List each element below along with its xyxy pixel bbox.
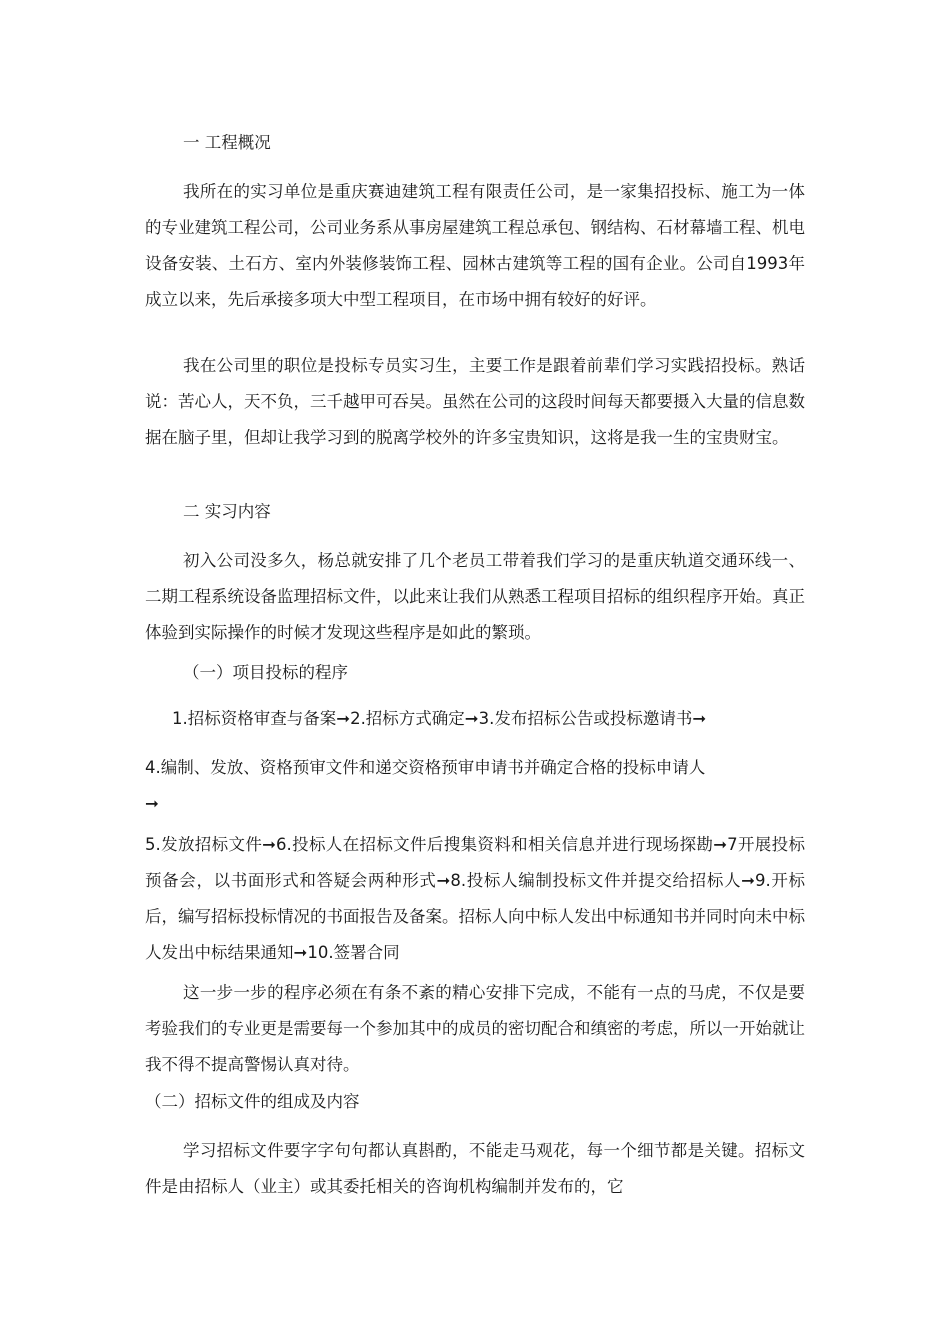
procedure-steps-line1: 1.招标资格审查与备案➞2.招标方式确定➞3.发布招标公告或投标邀请书➞ (172, 709, 707, 728)
procedure-step-4: 4.编制、发放、资格预审文件和递交资格预审申请书并确定合格的投标申请人 (145, 758, 706, 777)
procedure-steps-line2 (145, 750, 805, 822)
section-heading-overview: 一 工程概况 (183, 133, 271, 152)
paragraph-bid-documents: 学习招标文件要字字句句都认真斟酌，不能走马观花，每一个细节都是关键。招标文件是由招标人（业主）或其委托相关的咨询机构编制并发布的，它 (145, 1141, 805, 1196)
procedure-arrow: ➞ (145, 794, 159, 813)
paragraph-first-task: 初入公司没多久，杨总就安排了几个老员工带着我们学习的是重庆轨道交通环线一、二期工程系统设备监理招标文件，以此来让我们从熟悉工程项目招标的组织程序开始。真正体验到实际操作的时候才发现这些程序是如此的繁琐。 (145, 551, 805, 642)
paragraph-company-intro: 我所在的实习单位是重庆赛迪建筑工程有限责任公司，是一家集招投标、施工为一体的专业建筑工程公司，公司业务系从事房屋建筑工程总承包、钢结构、石材幕墙工程、机电设备安装、土石方、室内外装修装饰工程、园林古建筑等工程的国有企业。公司自1993年成立以来，先后承接多项大中型工程项目，在市场中拥有较好的好评。 (145, 182, 805, 309)
subsection-heading-bid-documents: （二）招标文件的组成及内容 (145, 1092, 360, 1111)
procedure-steps-5-10: 5.发放招标文件➞6.投标人在招标文件后搜集资料和相关信息并进行现场探勘➞7开展投标预备会，以书面形式和答疑会两种形式➞8.投标人编制投标文件并提交给招标人➞9.开标后，编写招标投标情况的书面报告及备案。招标人向中标人发出中标通知书并同时向未中标人发出中标结果通知➞10.签署合同 (145, 835, 805, 962)
paragraph-position: 我在公司里的职位是投标专员实习生，主要工作是跟着前辈们学习实践招投标。熟话说：苦心人，天不负，三千越甲可吞吴。虽然在公司的这段时间每天都要摄入大量的信息数据在脑子里，但却让我学习到的脱离学校外的许多宝贵知识，这将是我一生的宝贵财宝。 (145, 356, 805, 447)
subsection-heading-bid-procedure: （一）项目投标的程序 (183, 663, 348, 682)
section-heading-content: 二 实习内容 (183, 502, 271, 521)
paragraph-procedure-note: 这一步一步的程序必须在有条不紊的精心安排下完成，不能有一点的马虎，不仅是要考验我们的专业更是需要每一个参加其中的成员的密切配合和缜密的考虑，所以一开始就让我不得不提高警惕认真对待。 (145, 983, 805, 1074)
